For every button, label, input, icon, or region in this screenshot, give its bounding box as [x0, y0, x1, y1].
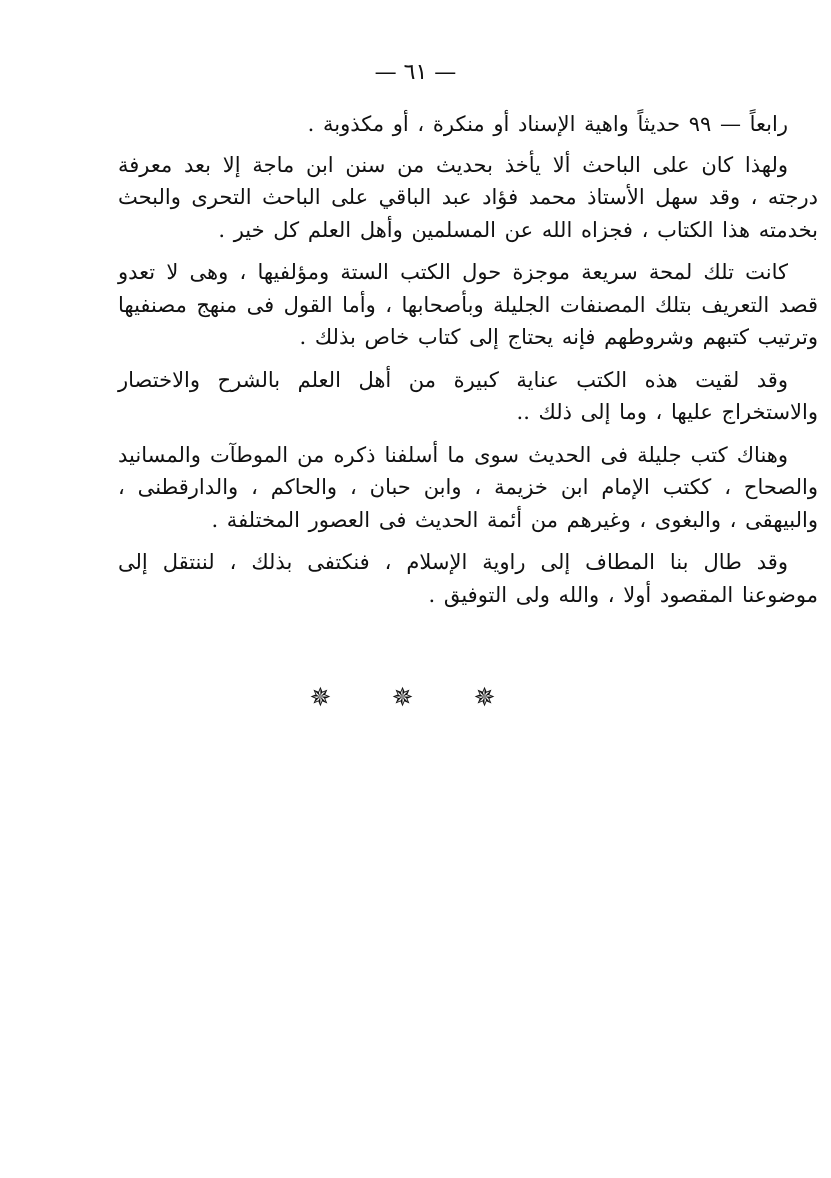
- body-text: [118, 108, 818, 621]
- page-number: — ٦١ —: [374, 60, 457, 85]
- paragraph-1: رابعاً — ٩٩ حديثاً واهية الإسناد أو منكرة ، أو مكذوبة .: [307, 112, 788, 136]
- paragraph-5: وهناك كتب جليلة فى الحديث سوى ما أسلفنا ذكره من الموطآت والمسانيد والصحاح ، ككتب الإمام ابن خزيمة ، وابن حبان ، والحاكم ، والدارقطنى ، والبيهقى ، والبغوى ، وغيرهم من أئمة الحديث فى العصور المختلفة .: [118, 442, 818, 532]
- paragraph-6: وقد طال بنا المطاف إلى راوية الإسلام ، فنكتفى بذلك ، لننتقل إلى موضوعنا المقصود أولا ، والله ولى التوفيق .: [118, 550, 818, 607]
- paragraph-4: وقد لقيت هذه الكتب عناية كبيرة من أهل العلم بالشرح والاختصار والاستخراج عليها ، وما إلى ذلك ..: [118, 367, 818, 424]
- paragraph-3: كانت تلك لمحة سريعة موجزة حول الكتب الستة ومؤلفيها ، وهى لا تعدو قصد التعريف بتلك المصنفات الجليلة وبأصحابها ، وأما القول فى منهج مصنفيها وترتيب كتبهم وشروطهم فإنه يحتاج إلى كتاب خاص بذلك .: [118, 260, 818, 349]
- section-end-ornament: ✵ ✵ ✵: [309, 683, 522, 713]
- paragraph-2: ولهذا كان على الباحث ألا يأخذ بحديث من سنن ابن ماجة إلا بعد معرفة درجته ، وقد سهل الأستاذ محمد فؤاد عبد الباقي على الباحث التحرى والبحث بخدمته هذا الكتاب ، فجزاه الله عن المسلمين وأهل العلم كل خير .: [118, 152, 818, 242]
